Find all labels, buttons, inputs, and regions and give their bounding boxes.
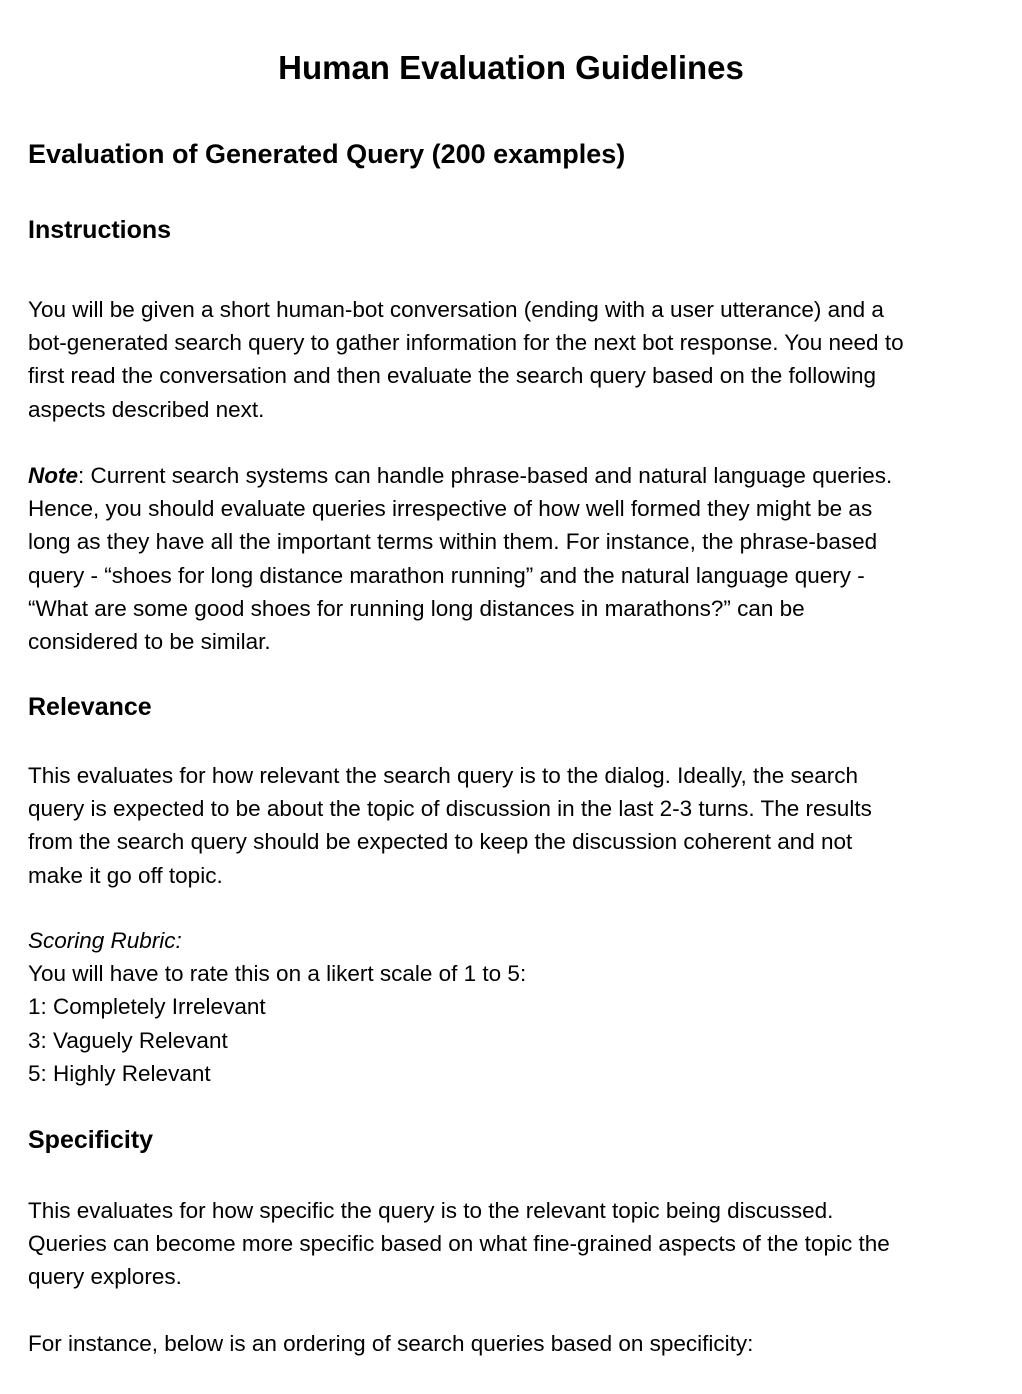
specificity-line: This evaluates for how specific the query is to the relevant topic being discussed. [28, 1198, 834, 1223]
note-first-line-text: : Current search systems can handle phrase-based and natural language queries. [78, 463, 893, 488]
specificity-line: query explores. [28, 1264, 182, 1290]
note-line: query - “shoes for long distance marathon running” and the natural language query - [28, 562, 865, 588]
specificity-line: Queries can become more specific based on what fine-grained aspects of the topic the [28, 1231, 890, 1257]
relevance-rubric [28, 924, 1006, 1090]
note-line: “What are some good shoes for running long distances in marathons?” can be [28, 595, 805, 621]
instructions-line: You will be given a short human-bot conversation (ending with a user utterance) and a [28, 297, 884, 322]
relevance-line: make it go off topic. [28, 862, 223, 888]
specificity-paragraph [28, 1194, 1006, 1294]
note-paragraph [28, 459, 1006, 658]
note-line: considered to be similar. [28, 629, 271, 655]
specificity-example-intro [28, 1327, 1006, 1360]
rubric-item: 5: Highly Relevant [28, 1060, 211, 1086]
instructions-line: first read the conversation and then evaluate the search query based on the following [28, 363, 877, 389]
instructions-paragraph [28, 293, 1006, 426]
rubric-intro: You will have to rate this on a likert scale of 1 to 5: [28, 961, 527, 987]
rubric-label: Scoring Rubric: [28, 928, 182, 953]
relevance-heading: Relevance [28, 693, 152, 721]
note-line: Hence, you should evaluate queries irrespective of how well formed they might be as [28, 496, 873, 522]
instructions-heading: Instructions [28, 216, 172, 244]
note-line: long as they have all the important terms within them. For instance, the phrase-based [28, 529, 878, 555]
note-first-line [28, 459, 1006, 492]
section-title: Evaluation of Generated Query (200 examples) [28, 139, 626, 169]
relevance-line: This evaluates for how relevant the search query is to the dialog. Ideally, the search [28, 763, 859, 788]
instructions-line: bot-generated search query to gather information for the next bot response. You need to [28, 330, 904, 356]
specificity-heading: Specificity [28, 1126, 154, 1154]
relevance-line: from the search query should be expected to keep the discussion coherent and not [28, 829, 853, 855]
instructions-line: aspects described next. [28, 396, 265, 422]
relevance-line: query is expected to be about the topic of discussion in the last 2-3 turns. The results [28, 796, 872, 822]
specificity-example-line: For instance, below is an ordering of search queries based on specificity: [28, 1331, 754, 1356]
rubric-item: 1: Completely Irrelevant [28, 994, 266, 1020]
note-label: Note [28, 463, 78, 488]
relevance-paragraph [28, 759, 1006, 892]
document-title: Human Evaluation Guidelines [278, 49, 744, 86]
rubric-item: 3: Vaguely Relevant [28, 1027, 228, 1053]
